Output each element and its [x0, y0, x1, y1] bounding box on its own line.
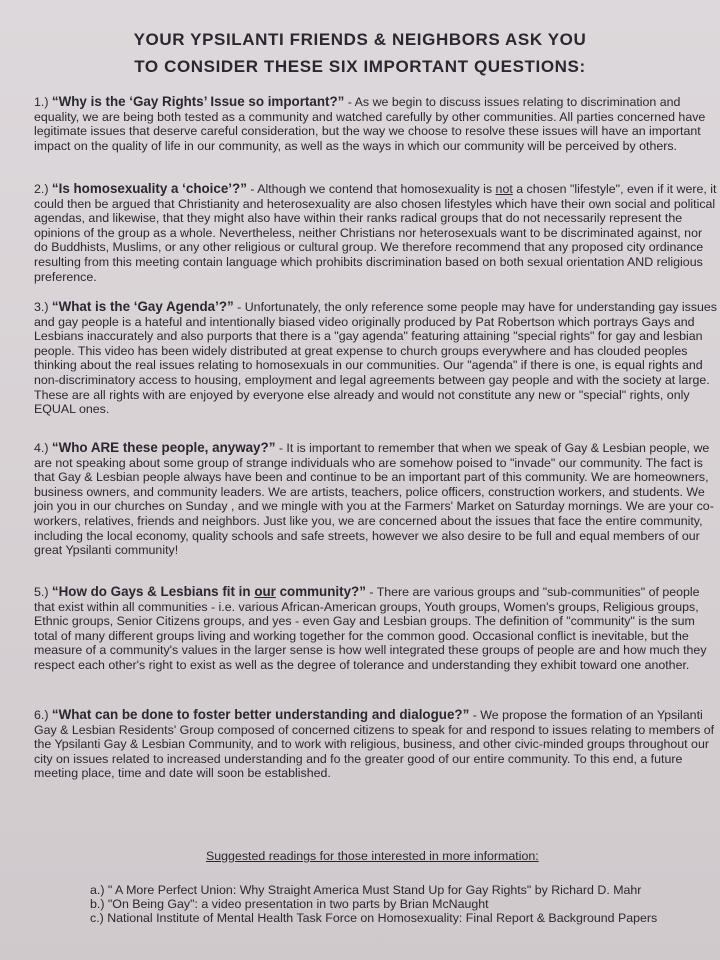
question-5 — [34, 585, 718, 673]
question-3-heading: “What is the ‘Gay Agenda’?” — [51, 299, 234, 314]
question-6-heading: “What can be done to foster better understanding and dialogue?” — [51, 707, 470, 722]
question-3-body: - Unfortunately, the only reference some people may have for understanding gay issues and gay people is a hateful and intentionally biased video originally produced by Pat Robertson which portrays Gays and Lesbians inaccurately and also purports that there is a "gay agenda" featuring attaining "special rights" for gay and lesbian people. This video has been widely distributed at great expense to church groups everywhere and has clouded peoples thinking about the real issues relating to homosexuals in our communities. Our "agenda" if there is one, is equal rights and non-discriminatory access to housing, employment and legal agreements between gay people and with the society at large. These are all rights with are enjoyed by everyone else already and would not constitute any new or "special" rights, only EQUAL ones. — [34, 300, 717, 417]
readings-heading: Suggested readings for those interested in more information: — [206, 849, 539, 863]
question-1-number: 1.) — [34, 95, 49, 109]
question-2-body-start: - Although we contend that homosexuality is — [246, 182, 496, 196]
question-2-heading: “Is homosexuality a ‘choice’?” — [51, 181, 247, 196]
question-2-number: 2.) — [34, 182, 49, 196]
question-5-body: - There are various groups and "sub-communities" of people that exist within all communities - i.e. various African-American groups, Youth groups, Women's groups, Religious groups, Ethnic groups, Senior Citizens groups, and yes - even Gay and Lesbian groups. The definition of "community" is the sum total of many different groups living and working together for the common good. Occasional conflict is inevitable, but the measure of a community's values in the larger sense is how well integrated these groups of people are and how much they respect each other's right to exist as well as the degree of tolerance and understanding they exhibit toward one another. — [34, 585, 707, 672]
suggested-readings — [90, 849, 720, 925]
question-4-heading: “Who ARE these people, anyway?” — [51, 440, 276, 455]
question-3-number: 3.) — [34, 300, 49, 314]
reading-item: a.) " A More Perfect Union: Why Straight America Must Stand Up for Gay Rights" by Richard D. Mahr — [90, 883, 642, 897]
question-3 — [34, 300, 718, 417]
title-line-1: YOUR YPSILANTI FRIENDS & NEIGHBORS ASK YOU — [133, 30, 587, 49]
question-5-heading-end: community?” — [275, 584, 366, 599]
question-1-body: - As we begin to discuss issues relating to discrimination and equality, we are being both tested as a community and watched carefully by other communities. All parties concerned have legitimate issues that deserve careful consideration, but the way we choose to resolve these issues will have an important impact on the quality of life in our community, as well as the ways in which our community will be perceived by others. — [34, 95, 706, 153]
question-6-number: 6.) — [34, 708, 49, 722]
question-6 — [34, 708, 718, 781]
question-2 — [34, 182, 718, 284]
question-4 — [34, 441, 718, 558]
page-title — [0, 26, 720, 80]
reading-item: b.) "On Being Gay": a video presentation in two parts by Brian McNaught — [90, 897, 489, 911]
question-2-body-emphasis: not — [495, 182, 513, 196]
question-1-heading: “Why is the ‘Gay Rights’ Issue so important?” — [51, 94, 345, 109]
question-4-body: - It is important to remember that when we speak of Gay & Lesbian people, we are not speaking about some group of strange individuals who are somehow poised to "invade" our community. The fact is that Gay & Lesbian people always have been and continue to be an important part of this community. We are homeowners, business owners, and community leaders. We are artists, teachers, police officers, construction workers, and students. We join you in our churches on Sunday , and we mingle with you at the Farmers' Market on Saturday mornings. We are your co-workers, relatives, friends and neighbors. Just like you, we are concerned about the issues that face the entire community, including the local economy, quality schools and safe streets, however we also desire to be full and equal members of our great Ypsilanti community! — [34, 441, 714, 558]
question-6-body: - We propose the formation of an Ypsilanti Gay & Lesbian Residents' Group composed of concerned citizens to speak for and respond to issues relating to members of the Ypsilanti Gay & Lesbian Community, and to work with religious, business, and other civic-minded groups throughout our city on issues related to increased understanding and fo the greater good of our entire community. To this end, a future meeting place, time and date will soon be established. — [34, 708, 715, 781]
question-1 — [34, 95, 718, 153]
question-5-heading — [52, 584, 366, 599]
title-line-2: TO CONSIDER THESE SIX IMPORTANT QUESTIONS: — [134, 57, 586, 76]
reading-item: c.) National Institute of Mental Health Task Force on Homosexuality: Final Report & Background Papers — [90, 911, 658, 925]
question-2-body-end: a chosen "lifestyle", even if it were, it could then be argued that Christianity and heterosexuality are also chosen lifestyles which have their own social and political agendas, and likewise, that they might also have within their ranks radical groups that do not necessarily represent the opinions of the group as a whole. Nevertheless, neither Christians nor heterosexuals want to be discriminated against, nor do Buddhists, Muslims, or any other religious or cultural group. We therefore recommend that any proposed city ordinance resulting from this meeting contain language which prohibits discrimination based on both sexual orientation AND religious preference. — [34, 182, 717, 284]
question-5-heading-start: “How do Gays & Lesbians fit in — [51, 584, 255, 599]
question-5-number: 5.) — [34, 585, 49, 599]
question-4-number: 4.) — [34, 441, 49, 455]
question-5-heading-emphasis: our — [254, 584, 276, 599]
